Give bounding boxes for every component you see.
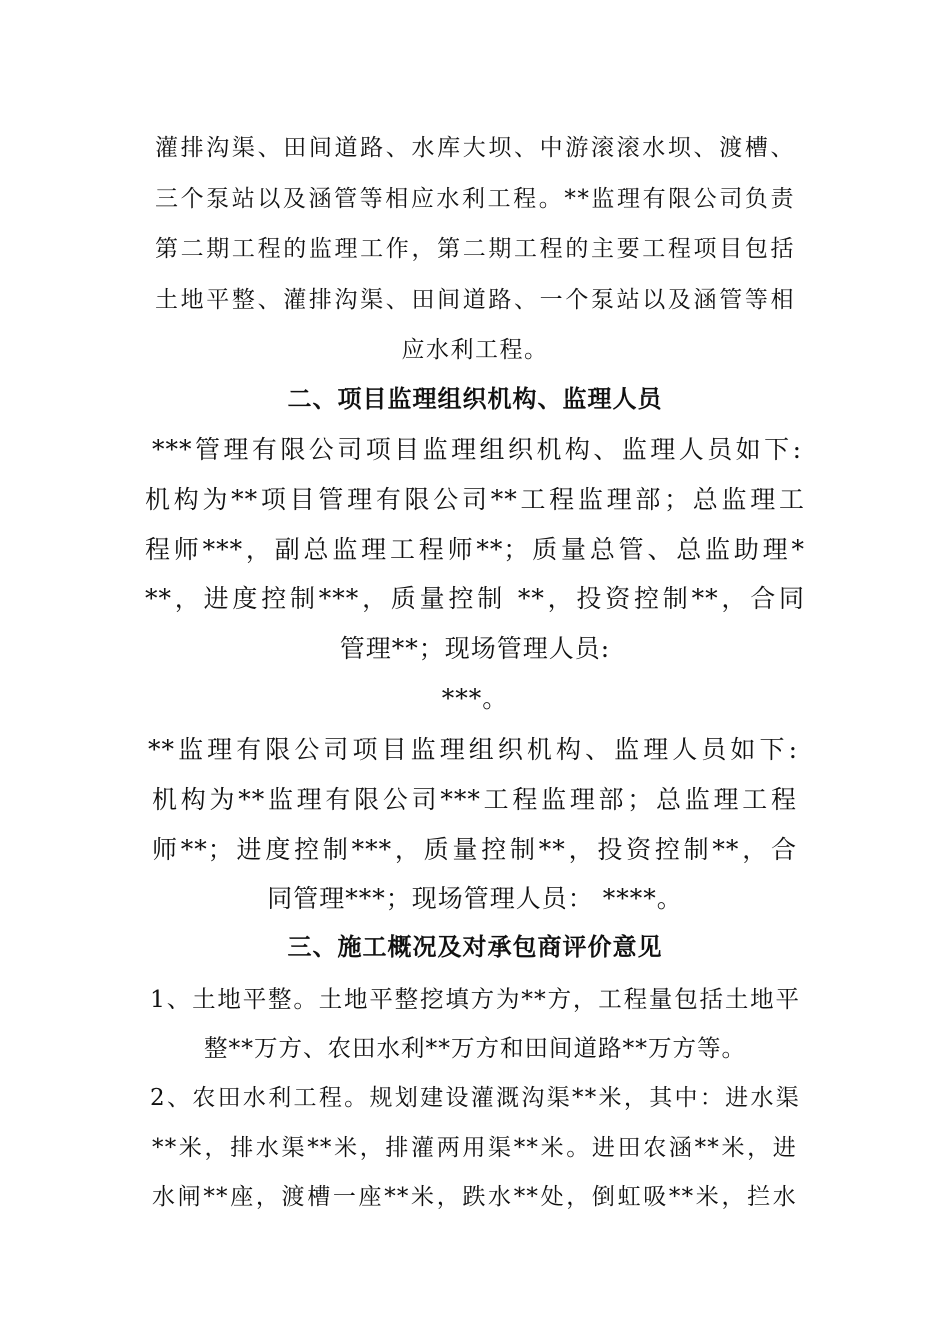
text-line: 师**；进度控制***，质量控制**，投资控制**，合 [152, 835, 797, 864]
text-line: 程师***，副总监理工程师**；质量总管、总监助理* [145, 535, 805, 564]
section-heading: 二、项目监理组织机构、监理人员 [287, 384, 663, 413]
text-line: 灌排沟渠、田间道路、水库大坝、中游滚滚水坝、渡槽、 [155, 135, 795, 161]
text-line: 管理**；现场管理人员: [339, 634, 611, 663]
text-line: 三个泵站以及涵管等相应水利工程。**监理有限公司负责 [155, 186, 795, 212]
text-line: 同管理***；现场管理人员： ****。 [267, 884, 683, 913]
text-line: 应水利工程。 [401, 337, 549, 363]
text-line: **米，排水渠**米，排灌两用渠**米。进田农涵**米，进 [152, 1135, 797, 1161]
text-line: 1、土地平整。土地平整挖填方为**方，工程量包括土地平 [150, 985, 800, 1013]
text-line: 土地平整、灌排沟渠、田间道路、一个泵站以及涵管等相 [155, 287, 795, 313]
text-line: 整**万方、农田水利**万方和田间道路**万方等。 [204, 1034, 746, 1062]
text-line: 机构为**项目管理有限公司**工程监理部；总监理工 [145, 485, 805, 514]
text-line: 2、农田水利工程。规划建设灌溉沟渠**米，其中：进水渠 [150, 1085, 800, 1111]
text-line: ***。 [441, 684, 509, 713]
section-heading: 三、施工概况及对承包商评价意见 [287, 932, 663, 961]
text-line: ***管理有限公司项目监理组织机构、监理人员如下: [152, 435, 802, 464]
text-line: 水闸**座，渡槽一座**米，跌水**处，倒虹吸**米，拦水 [152, 1184, 797, 1210]
text-line: **，进度控制***，质量控制 **，投资控制**，合同 [145, 584, 805, 613]
text-line: 机构为**监理有限公司***工程监理部；总监理工程 [152, 785, 797, 814]
text-line: 第二期工程的监理工作，第二期工程的主要工程项目包括 [155, 236, 795, 262]
text-line: **监理有限公司项目监理组织机构、监理人员如下: [148, 735, 798, 764]
